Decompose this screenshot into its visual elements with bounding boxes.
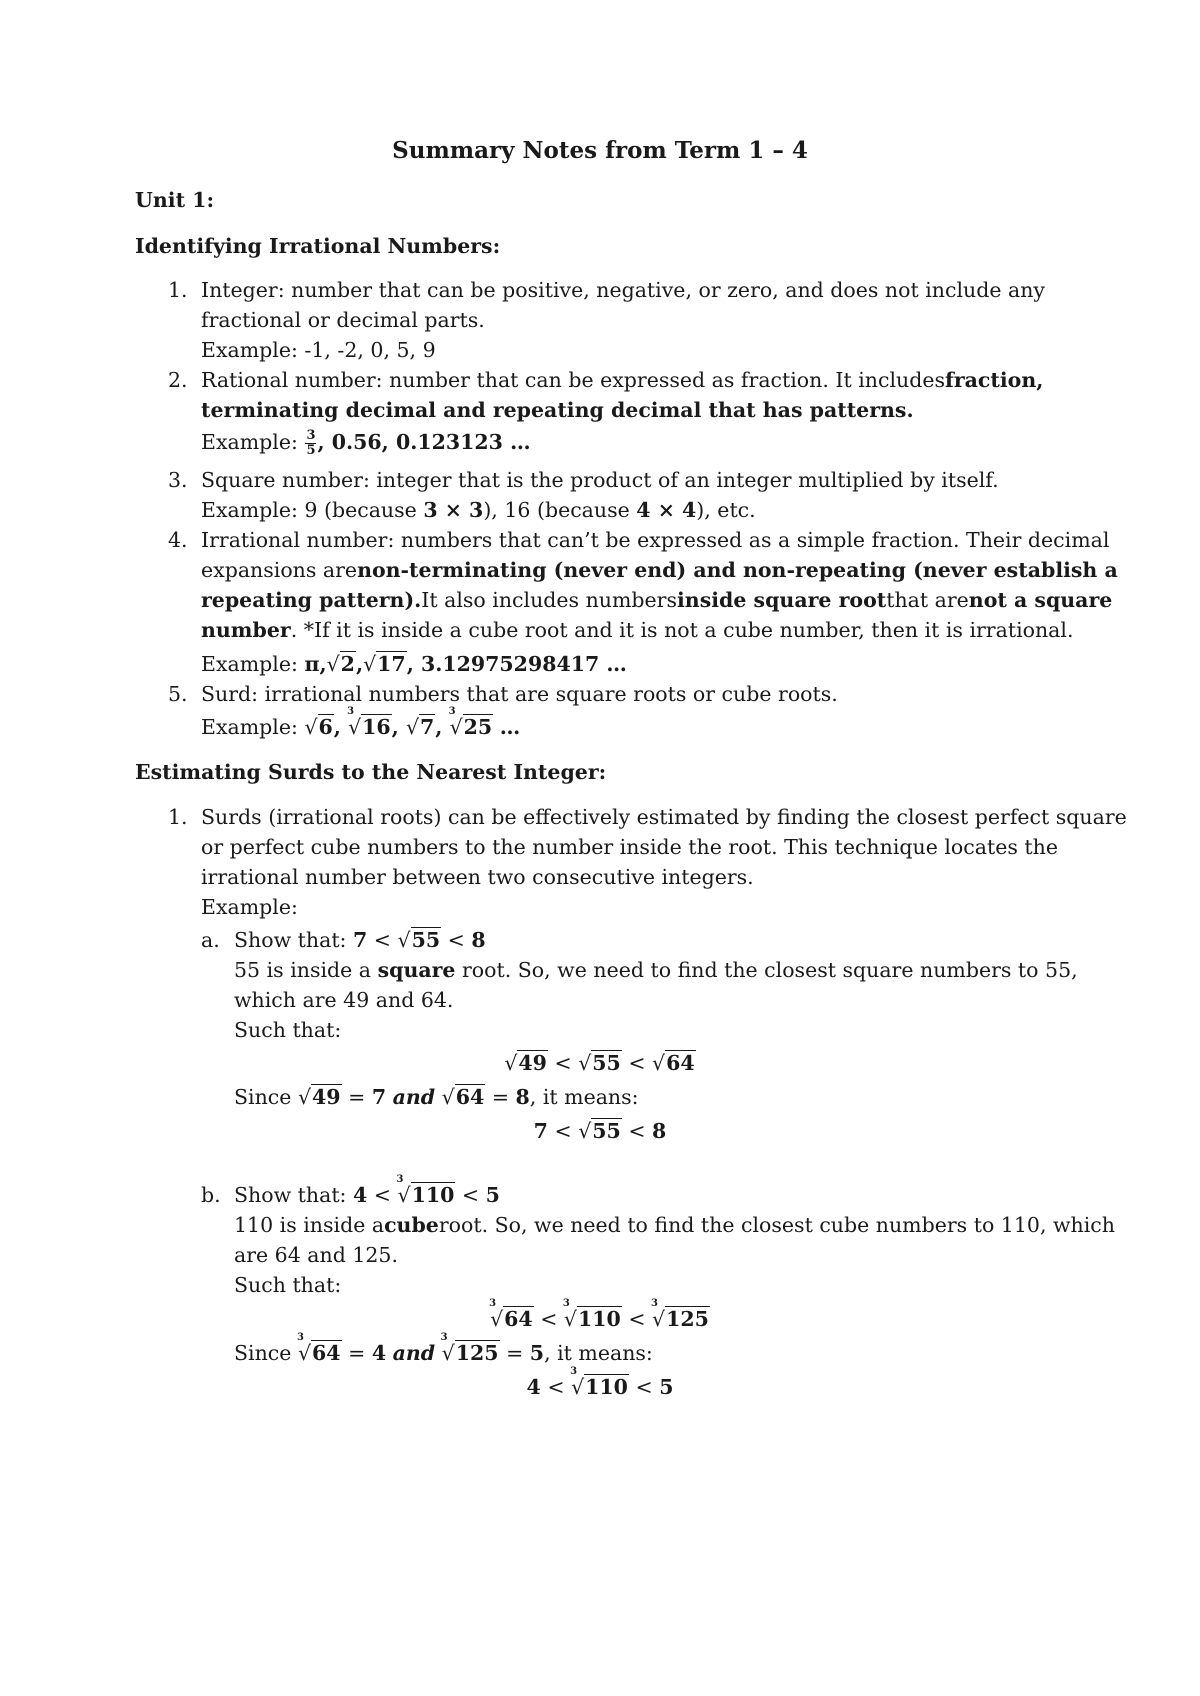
math-number: 7 [371,1085,387,1109]
less-than: < [547,1375,565,1399]
rational-definition [201,366,1044,394]
math-number: 8 [471,928,486,952]
list-marker: 3. [168,468,188,492]
square-root: √55 [578,1119,621,1143]
since-a [234,1083,639,1111]
definition-bold: repeating pattern). [201,588,422,612]
fraction-numerator: 3 [306,428,316,443]
less-than: < [540,1307,558,1331]
square-root: √49 [297,1085,341,1109]
explanation-bold: cube [384,1213,439,1237]
math-number: 4 [371,1341,387,1365]
math-number: 4 [353,1183,368,1207]
since-b [234,1332,653,1367]
irrational-definition: Irrational number: numbers that can’t be expressed as a simple fraction. Their decimal [201,528,1110,552]
surd-example: Example: √6, 3 √16, √7, 3 √25 … [201,706,521,739]
math-number: 4 [526,1375,541,1399]
irrational-definition-line3 [201,586,1113,614]
since-label: Since [234,1341,292,1365]
square-root: √49 [504,1051,547,1075]
explanation-text: 110 is inside a [234,1213,385,1237]
example-label: Example: [201,652,298,676]
square-root: √64 [441,1085,485,1109]
estimating-paragraph-line1: Surds (irrational roots) can be effectively estimated by finding the closest perfect square [201,805,1127,829]
cube-root: 3 √125 [440,1332,499,1365]
square-root: √7 [405,715,435,739]
math-number: 8 [652,1119,667,1143]
math-number: 7 [533,1119,548,1143]
definition-bold: number [201,618,291,642]
integer-example: Example: -1, -2, 0, 5, 9 [201,338,436,362]
definition-text: that are [886,588,969,612]
equals: = [348,1085,366,1109]
example-text: Example: 9 (because [201,498,417,522]
sub-marker-b: b. [201,1183,221,1207]
cube-root: 3 √16 [347,706,391,739]
irrational-definition-line4 [201,616,1073,644]
decimal-value: , 3.12975298417 … [406,652,627,676]
rational-example-values: , 0.56, 0.123123 … [317,430,531,454]
section-heading-estimating: Estimating Surds to the Nearest Integer: [135,760,607,784]
rational-example [201,428,531,458]
inequality-a-result [0,1117,1200,1145]
example-text: ), 16 (because [483,498,630,522]
less-than: < [373,1183,391,1207]
math-number: 5 [529,1341,545,1365]
example-b-explanation-cont: are 64 and 125. [234,1243,398,1267]
less-than: < [628,1119,646,1143]
less-than: < [628,1051,646,1075]
square-number-definition: Square number: integer that is the product of an integer multiplied by itself. [201,468,999,492]
definition-text: It also includes numbers [421,588,678,612]
fraction-denominator: 5 [306,443,316,458]
and-word: and [392,1341,436,1365]
square-root: √55 [578,1051,621,1075]
cube-root: 3 √125 [651,1298,709,1331]
cube-root: 3 √110 [570,1366,628,1399]
show-that-label: Show that: [234,1183,347,1207]
less-than: < [461,1183,480,1207]
example-b-explanation [234,1211,1115,1239]
and-word: and [392,1085,436,1109]
list-marker: 4. [168,528,188,552]
cube-root: 3 √110 [396,1174,455,1207]
square-root: √2 [326,652,355,676]
definition-bold: non-terminating (never end) and non-repeating (never establish a [357,558,1118,582]
show-that-label: Show that: [234,928,347,952]
less-than: < [373,928,391,952]
math-number: 5 [485,1183,500,1207]
equals: = [506,1341,524,1365]
estimating-paragraph-line2: or perfect cube numbers to the number inside the root. This technique locates the [201,835,1058,859]
definition-bold: inside square root [677,588,887,612]
list-marker: 5. [168,682,188,706]
less-than: < [628,1307,646,1331]
section-heading-irrational: Identifying Irrational Numbers: [135,234,501,258]
square-number-example [201,496,756,524]
ellipsis: … [499,715,521,739]
list-marker: 1. [168,278,188,302]
page-title: Summary Notes from Term 1 – 4 [392,137,808,164]
example-label: Example: [201,715,298,739]
show-that-b [234,1174,500,1209]
sub-marker-a: a. [201,928,220,952]
definition-text: expansions are [201,558,358,582]
math-number: 8 [515,1085,530,1109]
explanation-bold: square [377,958,456,982]
rational-definition-bold: fraction, [945,368,1044,392]
cube-root: 3 √110 [562,1298,621,1331]
example-a-explanation-cont: which are 49 and 64. [234,988,454,1012]
square-root: √17 [363,652,406,676]
less-than: < [447,928,465,952]
square-root: √55 [397,928,441,952]
integer-definition: Integer: number that can be positive, negative, or zero, and does not include any [201,278,1046,302]
irrational-example: Example: π,√2,√17, 3.12975298417 … [201,652,627,676]
it-means-text: , it means: [529,1085,639,1109]
it-means-text: , it means: [544,1341,653,1365]
definition-text: . *If it is inside a cube root and it is not a cube number, then it is irrational. [290,618,1074,642]
square-root: √6 [304,715,333,739]
square-root: √64 [652,1051,695,1075]
inequality-b-roots [0,1298,1200,1333]
less-than: < [635,1375,653,1399]
rational-definition-cont: terminating decimal and repeating decimal that has patterns. [201,398,914,422]
cube-root: 3 √25 [448,706,493,739]
explanation-text: root. So, we need to find the closest square numbers to 55, [462,958,1078,982]
fraction-three-fifths [305,429,316,458]
math-expression: 4 × 4 [636,498,697,522]
irrational-definition-line2 [201,556,1118,584]
inequality-a-roots [0,1049,1200,1077]
list-marker: 1. [168,805,188,829]
surd-definition: Surd: irrational numbers that are square roots or cube roots. [201,682,838,706]
list-marker: 2. [168,368,188,392]
less-than: < [554,1051,572,1075]
cube-root: 3 √64 [489,1298,533,1331]
cube-root: 3 √64 [296,1332,341,1365]
example-label: Example: [201,430,298,454]
math-expression: 3 × 3 [423,498,484,522]
example-a-explanation [234,956,1078,984]
definition-bold: not a square [968,588,1113,612]
math-number: 5 [659,1375,674,1399]
integer-definition-cont: fractional or decimal parts. [201,308,485,332]
example-text: ), etc. [696,498,756,522]
estimating-paragraph-line3: irrational number between two consecutive integers. [201,865,754,889]
such-that-a: Such that: [234,1018,342,1042]
math-number: 7 [353,928,368,952]
equals: = [491,1085,509,1109]
unit-label: Unit 1: [135,188,215,212]
rational-definition-text: Rational number: number that can be expressed as fraction. It includes [201,368,946,392]
equals: = [348,1341,366,1365]
less-than: < [554,1119,572,1143]
inequality-b-result [0,1366,1200,1401]
example-label: Example: [201,895,298,919]
pi-symbol: π, [304,652,327,676]
explanation-text: 55 is inside a [234,958,372,982]
show-that-a [234,926,486,954]
explanation-text: root. So, we need to find the closest cube numbers to 110, which [438,1213,1115,1237]
since-label: Since [234,1085,292,1109]
such-that-b: Such that: [234,1273,342,1297]
